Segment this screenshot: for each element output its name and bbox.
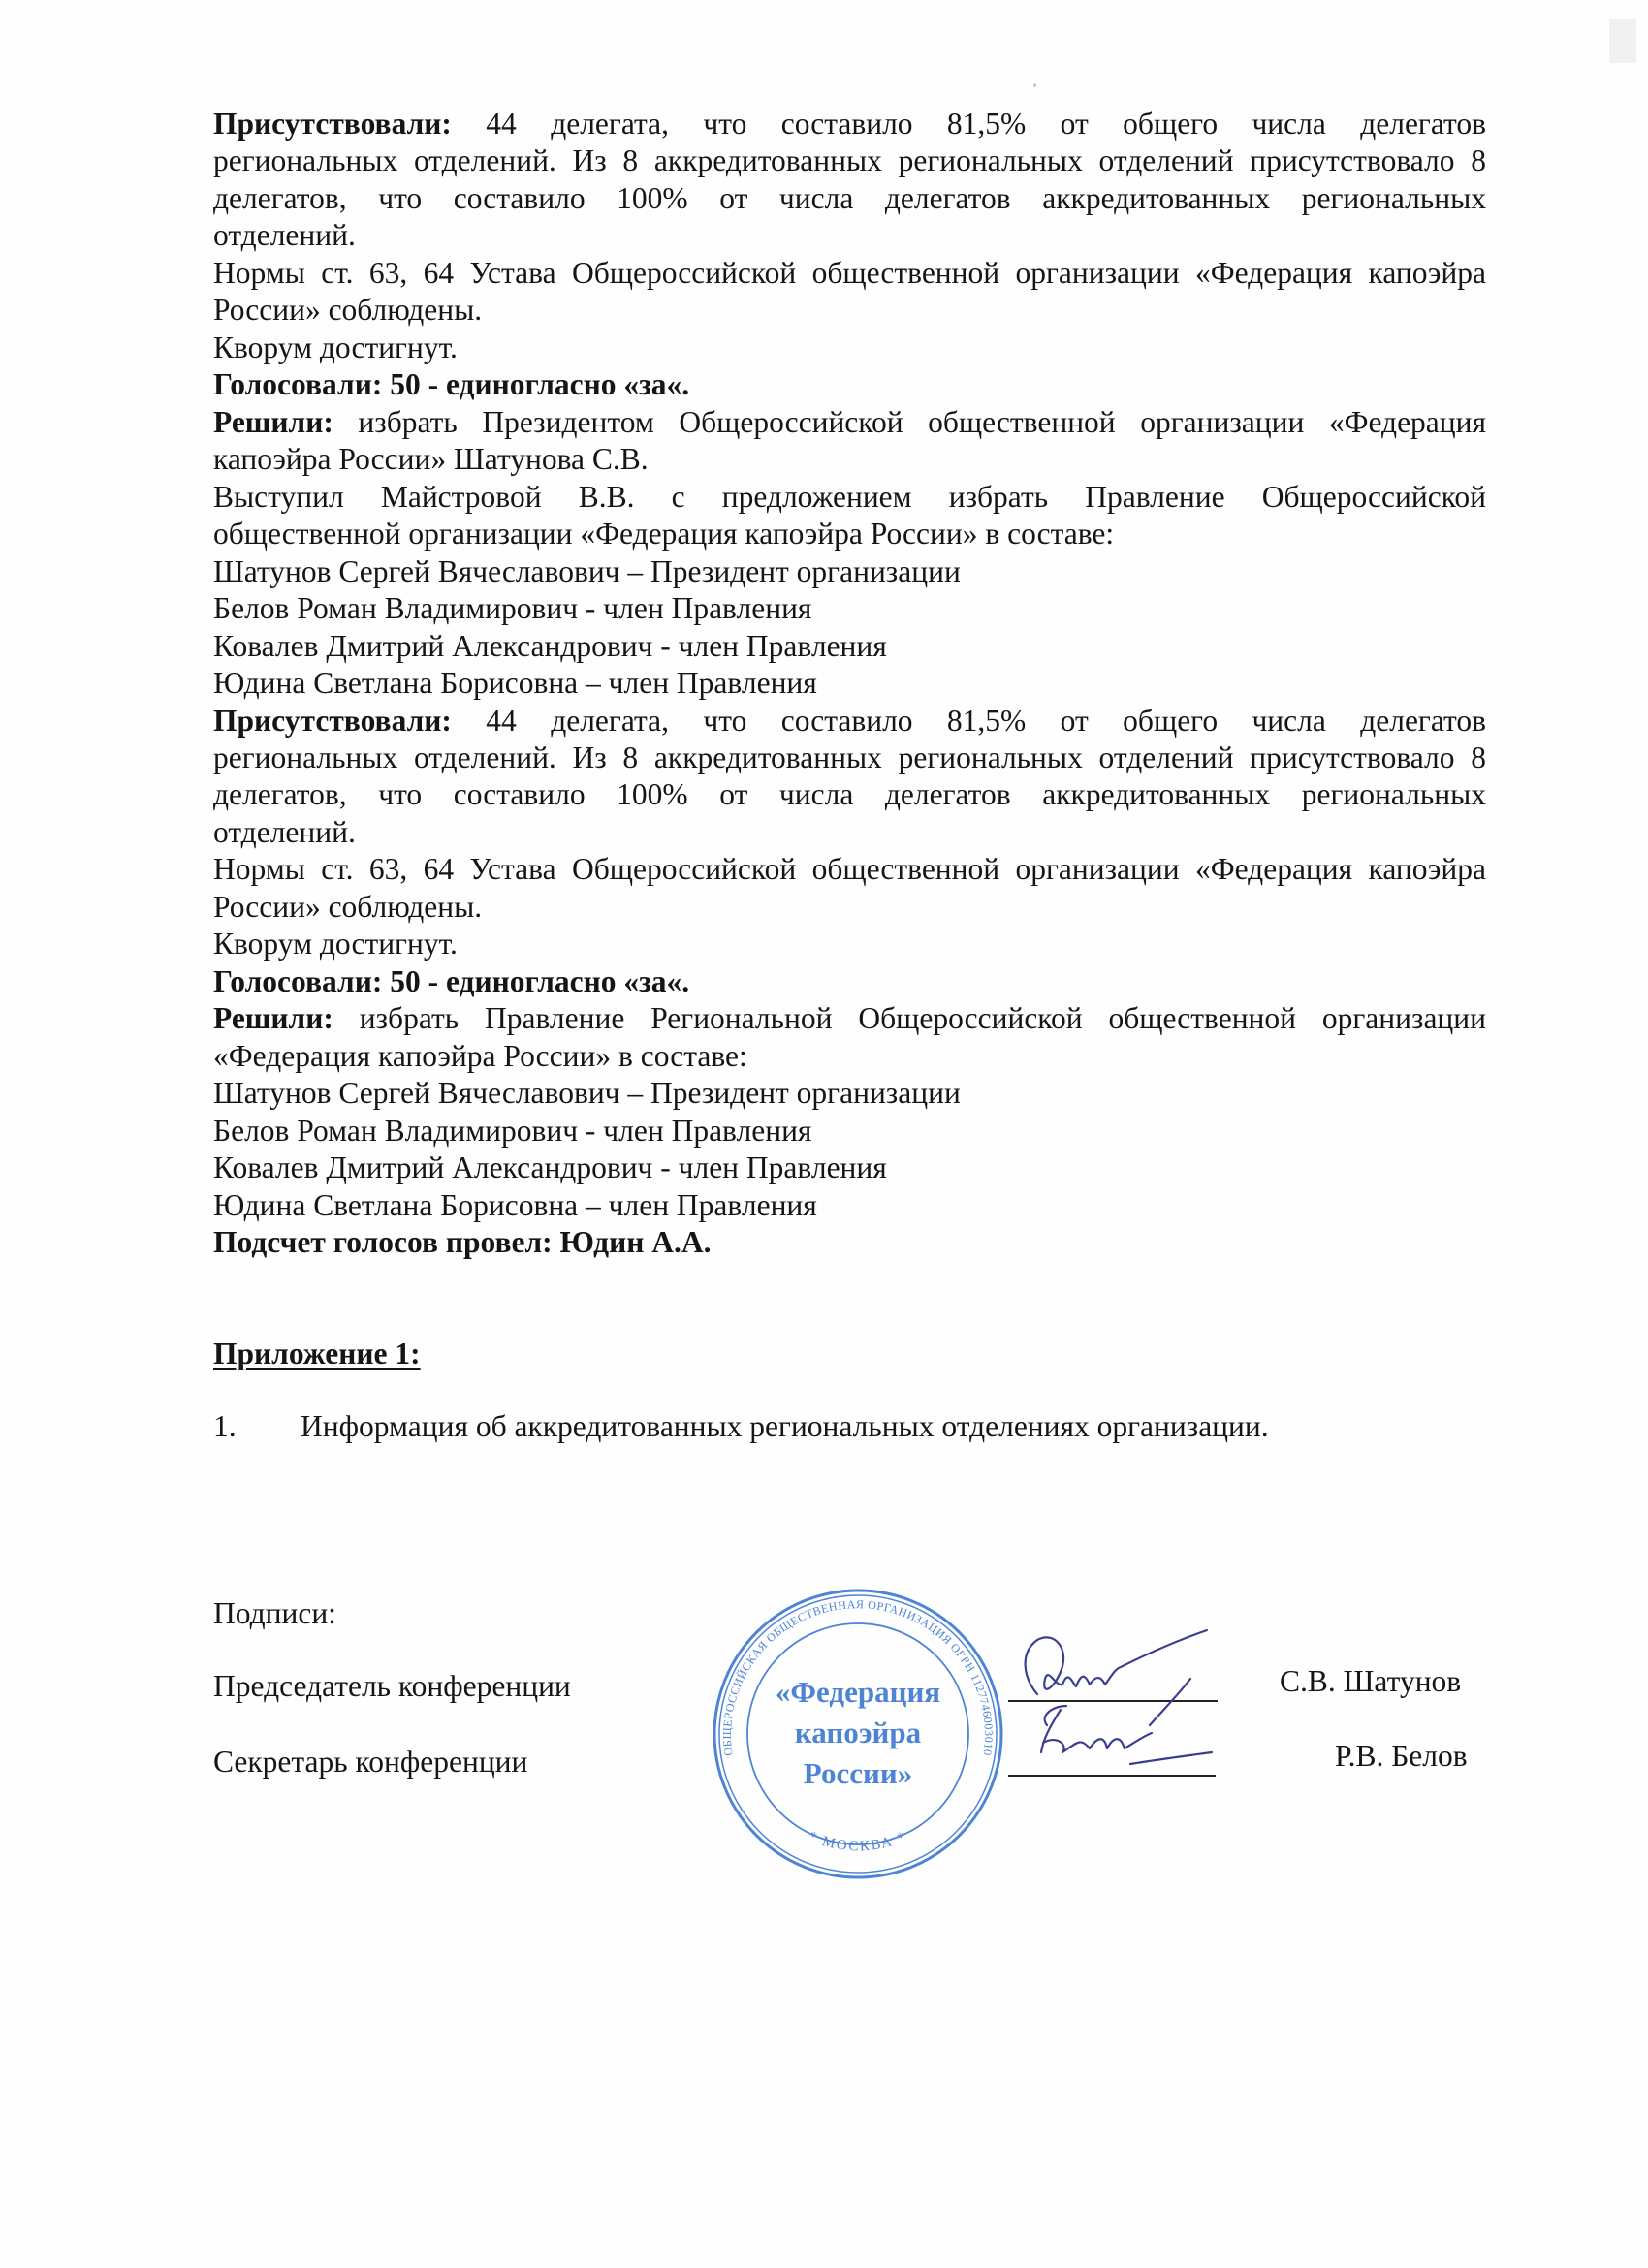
body-line — [213, 814, 356, 851]
body-line — [213, 889, 482, 926]
line-text: «Федерация капоэйра России» в составе: — [213, 1038, 747, 1073]
line-text: России» соблюдены. — [213, 293, 483, 328]
line-text: Нормы ст. 63, 64 Устава Общероссийской общественной организации «Федерация капоэйра — [213, 852, 1486, 887]
secretary-name: Р.В. Белов — [1335, 1739, 1468, 1773]
body-line — [213, 628, 887, 665]
body-line — [213, 516, 1114, 552]
bold-label: Присутствовали: — [213, 107, 452, 141]
body-line — [213, 926, 458, 962]
bold-label: Голосовали: 50 - единогласно «за«. — [213, 367, 690, 402]
line-text: Юдина Светлана Борисовна – член Правления — [213, 666, 817, 701]
stamp-ring-text: ОБЩЕРОССИЙСКАЯ ОБЩЕСТВЕННАЯ ОРГАНИЗАЦИЯ ОГРН 1127746003010 — [719, 1597, 997, 1757]
body-line — [213, 255, 1486, 292]
line-text: делегатов, что составило 100% от числа делегатов аккредитованных региональных — [213, 777, 1486, 812]
scan-artifact — [1609, 19, 1636, 63]
stamp-center-line-2: капоэйра — [794, 1716, 922, 1749]
chairman-signature — [1026, 1630, 1207, 1694]
bold-label: Голосовали: 50 - единогласно «за«. — [213, 963, 690, 998]
line-text: Нормы ст. 63, 64 Устава Общероссийской общественной организации «Федерация капоэйра — [213, 255, 1486, 290]
line-text: Кворум достигнут. — [213, 927, 458, 961]
body-line — [213, 1224, 712, 1261]
line-text: Кворум достигнут. — [213, 330, 458, 364]
stamp-center-line-1: «Федерация — [775, 1675, 941, 1709]
body-line — [213, 441, 649, 478]
appendix-item-text: Информация об аккредитованных региональных отделениях организации. — [301, 1409, 1269, 1443]
handwritten-signatures — [1008, 1619, 1231, 1783]
line-text: Шатунов Сергей Вячеславович – Президент организации — [213, 553, 961, 588]
body-line — [213, 963, 689, 1000]
line-text: Шатунов Сергей Вячеславович – Президент организации — [213, 1076, 961, 1111]
body-line — [213, 776, 1486, 813]
body-line — [213, 1187, 817, 1224]
body-line — [213, 180, 1486, 217]
body-line — [213, 590, 811, 627]
line-text: отделений. — [213, 218, 356, 253]
bold-label: Присутствовали: — [213, 703, 452, 738]
body-line — [213, 665, 817, 702]
body-line — [213, 1000, 1486, 1037]
body-line — [213, 1038, 747, 1075]
line-text: 44 делегата, что составило 81,5% от общего числа делегатов — [451, 107, 1486, 141]
chairman-name: С.В. Шатунов — [1280, 1664, 1462, 1698]
line-text: общественной организации «Федерация капоэйра России» в составе: — [213, 517, 1115, 551]
body-line — [213, 553, 961, 590]
body-line — [213, 106, 1486, 142]
body-line — [213, 217, 356, 254]
body-line — [213, 292, 482, 329]
bold-label: Решили: — [213, 1001, 333, 1036]
body-line — [213, 851, 1486, 888]
line-text: капоэйра России» Шатунова С.В. — [213, 442, 649, 477]
chairman-role: Председатель конференции — [213, 1669, 571, 1703]
line-text: избрать Правление Региональной Общероссийской общественной организации — [333, 1001, 1486, 1036]
body-line — [213, 479, 1486, 516]
secretary-signature — [1041, 1679, 1212, 1764]
organization-stamp — [712, 1588, 1004, 1880]
line-text: 44 делегата, что составило 81,5% от общего числа делегатов — [451, 703, 1486, 738]
line-text: России» соблюдены. — [213, 889, 483, 924]
body-line — [213, 404, 1486, 441]
body-line — [213, 1075, 961, 1112]
appendix-item-number: 1. — [213, 1409, 237, 1443]
body-line — [213, 1113, 811, 1150]
line-text: делегатов, что составило 100% от числа делегатов аккредитованных региональных — [213, 180, 1486, 215]
body-line — [213, 366, 689, 403]
body-line — [213, 740, 1486, 776]
line-text: Выступил Майстровой В.В. с предложением избрать Правление Общероссийской — [213, 479, 1486, 514]
line-text: Белов Роман Владимирович - член Правления — [213, 591, 812, 626]
line-text: Белов Роман Владимирович - член Правления — [213, 1113, 812, 1148]
line-text: избрать Президентом Общероссийской общественной организации «Федерация — [333, 404, 1486, 439]
line-text: региональных отделений. Из 8 аккредитованных региональных отделений присутствовало 8 — [213, 143, 1486, 178]
line-text: Ковалев Дмитрий Александрович - член Правления — [213, 628, 887, 663]
appendix-heading: Приложение 1: — [213, 1337, 421, 1370]
signatures-label: Подписи: — [213, 1596, 336, 1630]
scan-speck — [1033, 83, 1036, 87]
body-line — [213, 330, 458, 366]
bold-label: Подсчет голосов провел: Юдин А.А. — [213, 1225, 712, 1260]
body-line — [213, 703, 1486, 740]
stamp-center-line-3: России» — [803, 1756, 913, 1790]
body-line — [213, 1150, 887, 1186]
line-text: отделений. — [213, 814, 356, 849]
secretary-role: Секретарь конференции — [213, 1745, 528, 1779]
bold-label: Решили: — [213, 404, 333, 439]
line-text: региональных отделений. Из 8 аккредитованных региональных отделений присутствовало 8 — [213, 740, 1486, 774]
body-line — [213, 142, 1486, 179]
stamp-bottom-text: * МОСКВА * — [806, 1828, 910, 1855]
line-text: Ковалев Дмитрий Александрович - член Правления — [213, 1150, 887, 1185]
line-text: Юдина Светлана Борисовна – член Правления — [213, 1187, 817, 1222]
